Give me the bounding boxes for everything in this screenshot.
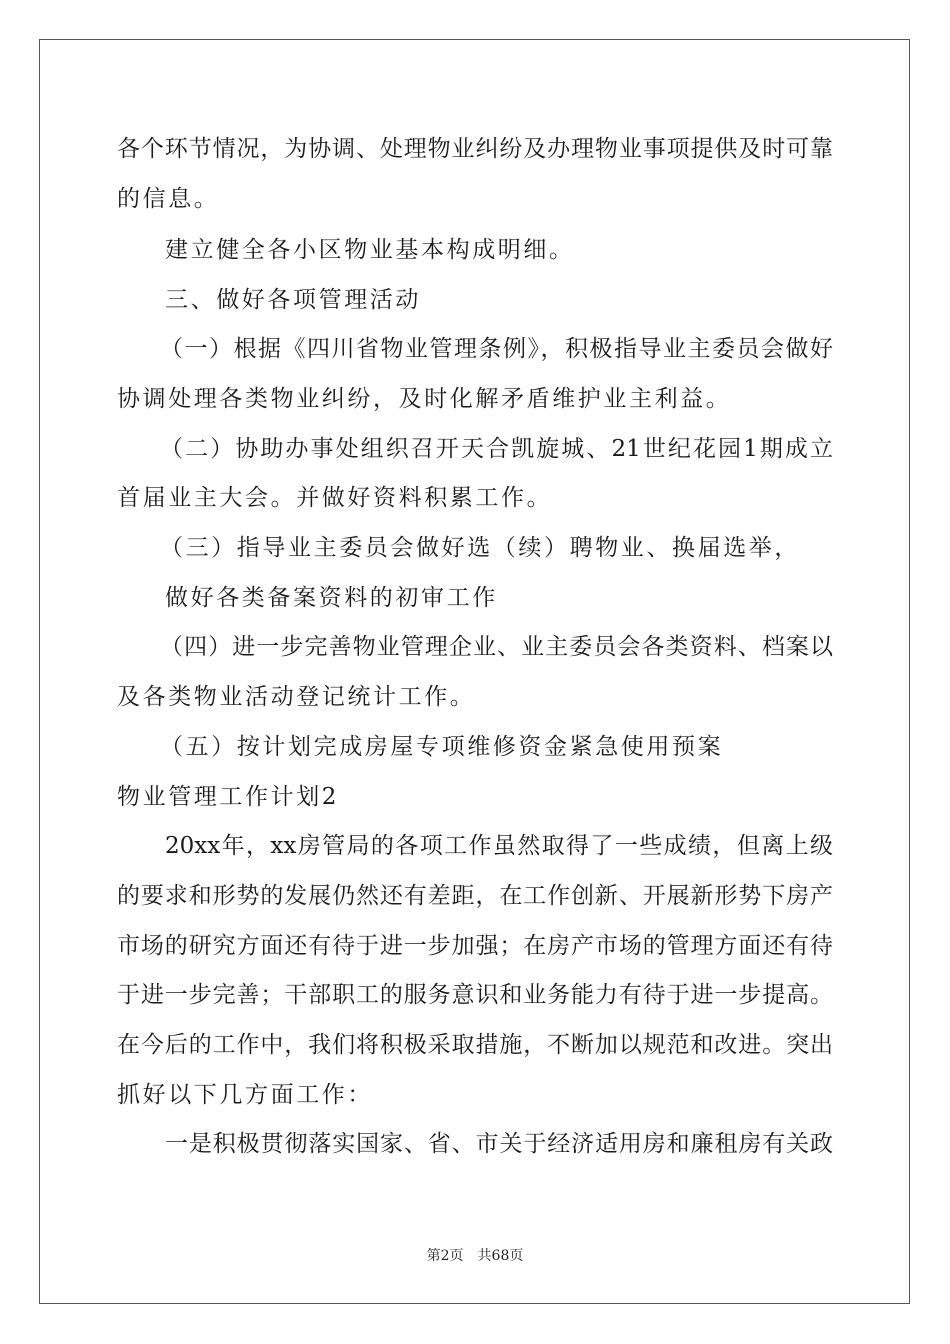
paragraph-line: （四）进一步完善物业管理企业、业主委员会各类资料、档案以 xyxy=(160,634,833,660)
paragraph-line: 于进一步完善；干部职工的服务意识和业务能力有待于进一步提高。 xyxy=(117,982,833,1008)
paragraph-line: 协调处理各类物业纠纷，及时化解矛盾维护业主利益。 xyxy=(117,386,732,412)
paragraph-line: 首届业主大会。并做好资料积累工作。 xyxy=(117,485,553,511)
paragraph-line: 在今后的工作中，我们将积极采取措施，不断加以规范和改进。突出 xyxy=(117,1032,833,1058)
paragraph-line: 做好各类备案资料的初审工作 xyxy=(165,585,498,611)
paragraph-line: （二）协助办事处组织召开天合凯旋城、21世纪花园1期成立 xyxy=(160,436,833,462)
paragraph-line: 及各类物业活动登记统计工作。 xyxy=(117,684,476,710)
paragraph-line: （三）指导业主委员会做好选（续）聘物业、换届选举， xyxy=(160,535,800,561)
paragraph-line: （一）根据《四川省物业管理条例》，积极指导业主委员会做好 xyxy=(160,336,833,362)
paragraph-line: 20xx年，xx房管局的各项工作虽然取得了一些成绩，但离上级 xyxy=(165,833,833,859)
document-title: 物业管理工作计划2 xyxy=(117,784,340,810)
page-number-footer: 第2页 共68页 xyxy=(426,1248,524,1264)
page-border xyxy=(39,39,910,1304)
paragraph-line: 市场的研究方面还有待于进一步加强；在房产市场的管理方面还有待 xyxy=(117,933,833,959)
paragraph-line: 的要求和形势的发展仍然还有差距，在工作创新、开展新形势下房产 xyxy=(117,883,833,909)
section-heading: 三、做好各项管理活动 xyxy=(165,287,421,313)
paragraph-line: 各个环节情况，为协调、处理物业纠纷及办理物业事项提供及时可靠 xyxy=(117,136,833,162)
paragraph-line: 建立健全各小区物业基本构成明细。 xyxy=(165,237,575,263)
paragraph-line: （五）按计划完成房屋专项维修资金紧急使用预案 xyxy=(160,734,724,760)
paragraph-line: 一是积极贯彻落实国家、省、市关于经济适用房和廉租房有关政 xyxy=(165,1131,833,1157)
paragraph-line: 的信息。 xyxy=(117,186,220,212)
paragraph-line: 抓好以下几方面工作： xyxy=(117,1082,373,1108)
